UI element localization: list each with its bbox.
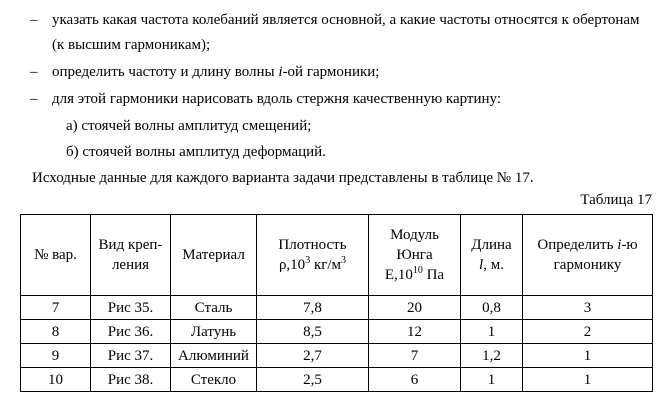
cell-density: 8,5 bbox=[257, 320, 369, 344]
data-table bbox=[20, 214, 653, 392]
cell-modulus: 20 bbox=[369, 296, 461, 320]
cell-modulus: 7 bbox=[369, 344, 461, 368]
cell-mount: Рис 38. bbox=[91, 368, 171, 392]
header-length: Длина l, м. bbox=[461, 215, 523, 296]
bullet-3 bbox=[30, 90, 501, 108]
cell-mount: Рис 35. bbox=[91, 296, 171, 320]
cell-mount: Рис 37. bbox=[91, 344, 171, 368]
table-row bbox=[21, 368, 653, 392]
bullet-dash: – bbox=[30, 12, 38, 28]
header-material: Материал bbox=[171, 215, 257, 296]
header-density: Плотность $\rho,10^3$ $кг/м^3$ bbox=[257, 215, 369, 296]
table-header-row bbox=[21, 215, 653, 296]
cell-density: 2,7 bbox=[257, 344, 369, 368]
header-determine-harmonic: Определить i-ю гармонику bbox=[523, 215, 653, 296]
cell-variant: 7 bbox=[21, 296, 91, 320]
header-mount: Вид креп- ления bbox=[91, 215, 171, 296]
cell-modulus: 6 bbox=[369, 368, 461, 392]
cell-length: 1 bbox=[461, 368, 523, 392]
cell-modulus: 12 bbox=[369, 320, 461, 344]
cell-length: 1,2 bbox=[461, 344, 523, 368]
bullet-2 bbox=[30, 63, 379, 81]
intro-paragraph: Исходные данные для каждого варианта задачи представлены в таблице № 17. bbox=[32, 170, 534, 186]
bullet-3-text: для этой гармоники нарисовать вдоль стержня качественную картину: bbox=[52, 91, 502, 107]
bullet-2-text-a: определить частоту и длину волны bbox=[52, 64, 279, 80]
bullet-2-italic-i: i bbox=[278, 64, 283, 80]
cell-length: 0,8 bbox=[461, 296, 523, 320]
cell-material: Стекло bbox=[171, 368, 257, 392]
cell-material: Сталь bbox=[171, 296, 257, 320]
bullet-2-text-b: -ой гармоники; bbox=[282, 64, 380, 80]
cell-variant: 8 bbox=[21, 320, 91, 344]
bullet-1-text: указать какая частота колебаний является основной, а какие частоты относятся к обертонам bbox=[52, 12, 640, 28]
bullet-dash: – bbox=[30, 91, 38, 107]
cell-material: Латунь bbox=[171, 320, 257, 344]
sub-item-a: а) стоячей волны амплитуд смещений; bbox=[66, 118, 312, 134]
table-caption: Таблица 17 bbox=[580, 192, 652, 208]
cell-harmonic: 3 bbox=[523, 296, 653, 320]
bullet-1-line-1 bbox=[30, 11, 640, 29]
cell-harmonic: 2 bbox=[523, 320, 653, 344]
header-variant: № вар. bbox=[21, 215, 91, 296]
bullet-1-line-2: (к высшим гармоникам); bbox=[52, 37, 211, 53]
cell-variant: 10 bbox=[21, 368, 91, 392]
cell-density: 2,5 bbox=[257, 368, 369, 392]
cell-mount: Рис 36. bbox=[91, 320, 171, 344]
cell-variant: 9 bbox=[21, 344, 91, 368]
cell-length: 1 bbox=[461, 320, 523, 344]
header-modulus: Модуль Юнга $Е,10^{10}$ Па bbox=[369, 215, 461, 296]
cell-harmonic: 1 bbox=[523, 344, 653, 368]
bullet-dash: – bbox=[30, 64, 38, 80]
sub-item-b: б) стоячей волны амплитуд деформаций. bbox=[66, 144, 326, 160]
cell-density: 7,8 bbox=[257, 296, 369, 320]
table-row bbox=[21, 344, 653, 368]
cell-harmonic: 1 bbox=[523, 368, 653, 392]
table-row bbox=[21, 296, 653, 320]
cell-material: Алюминий bbox=[171, 344, 257, 368]
table-row bbox=[21, 320, 653, 344]
